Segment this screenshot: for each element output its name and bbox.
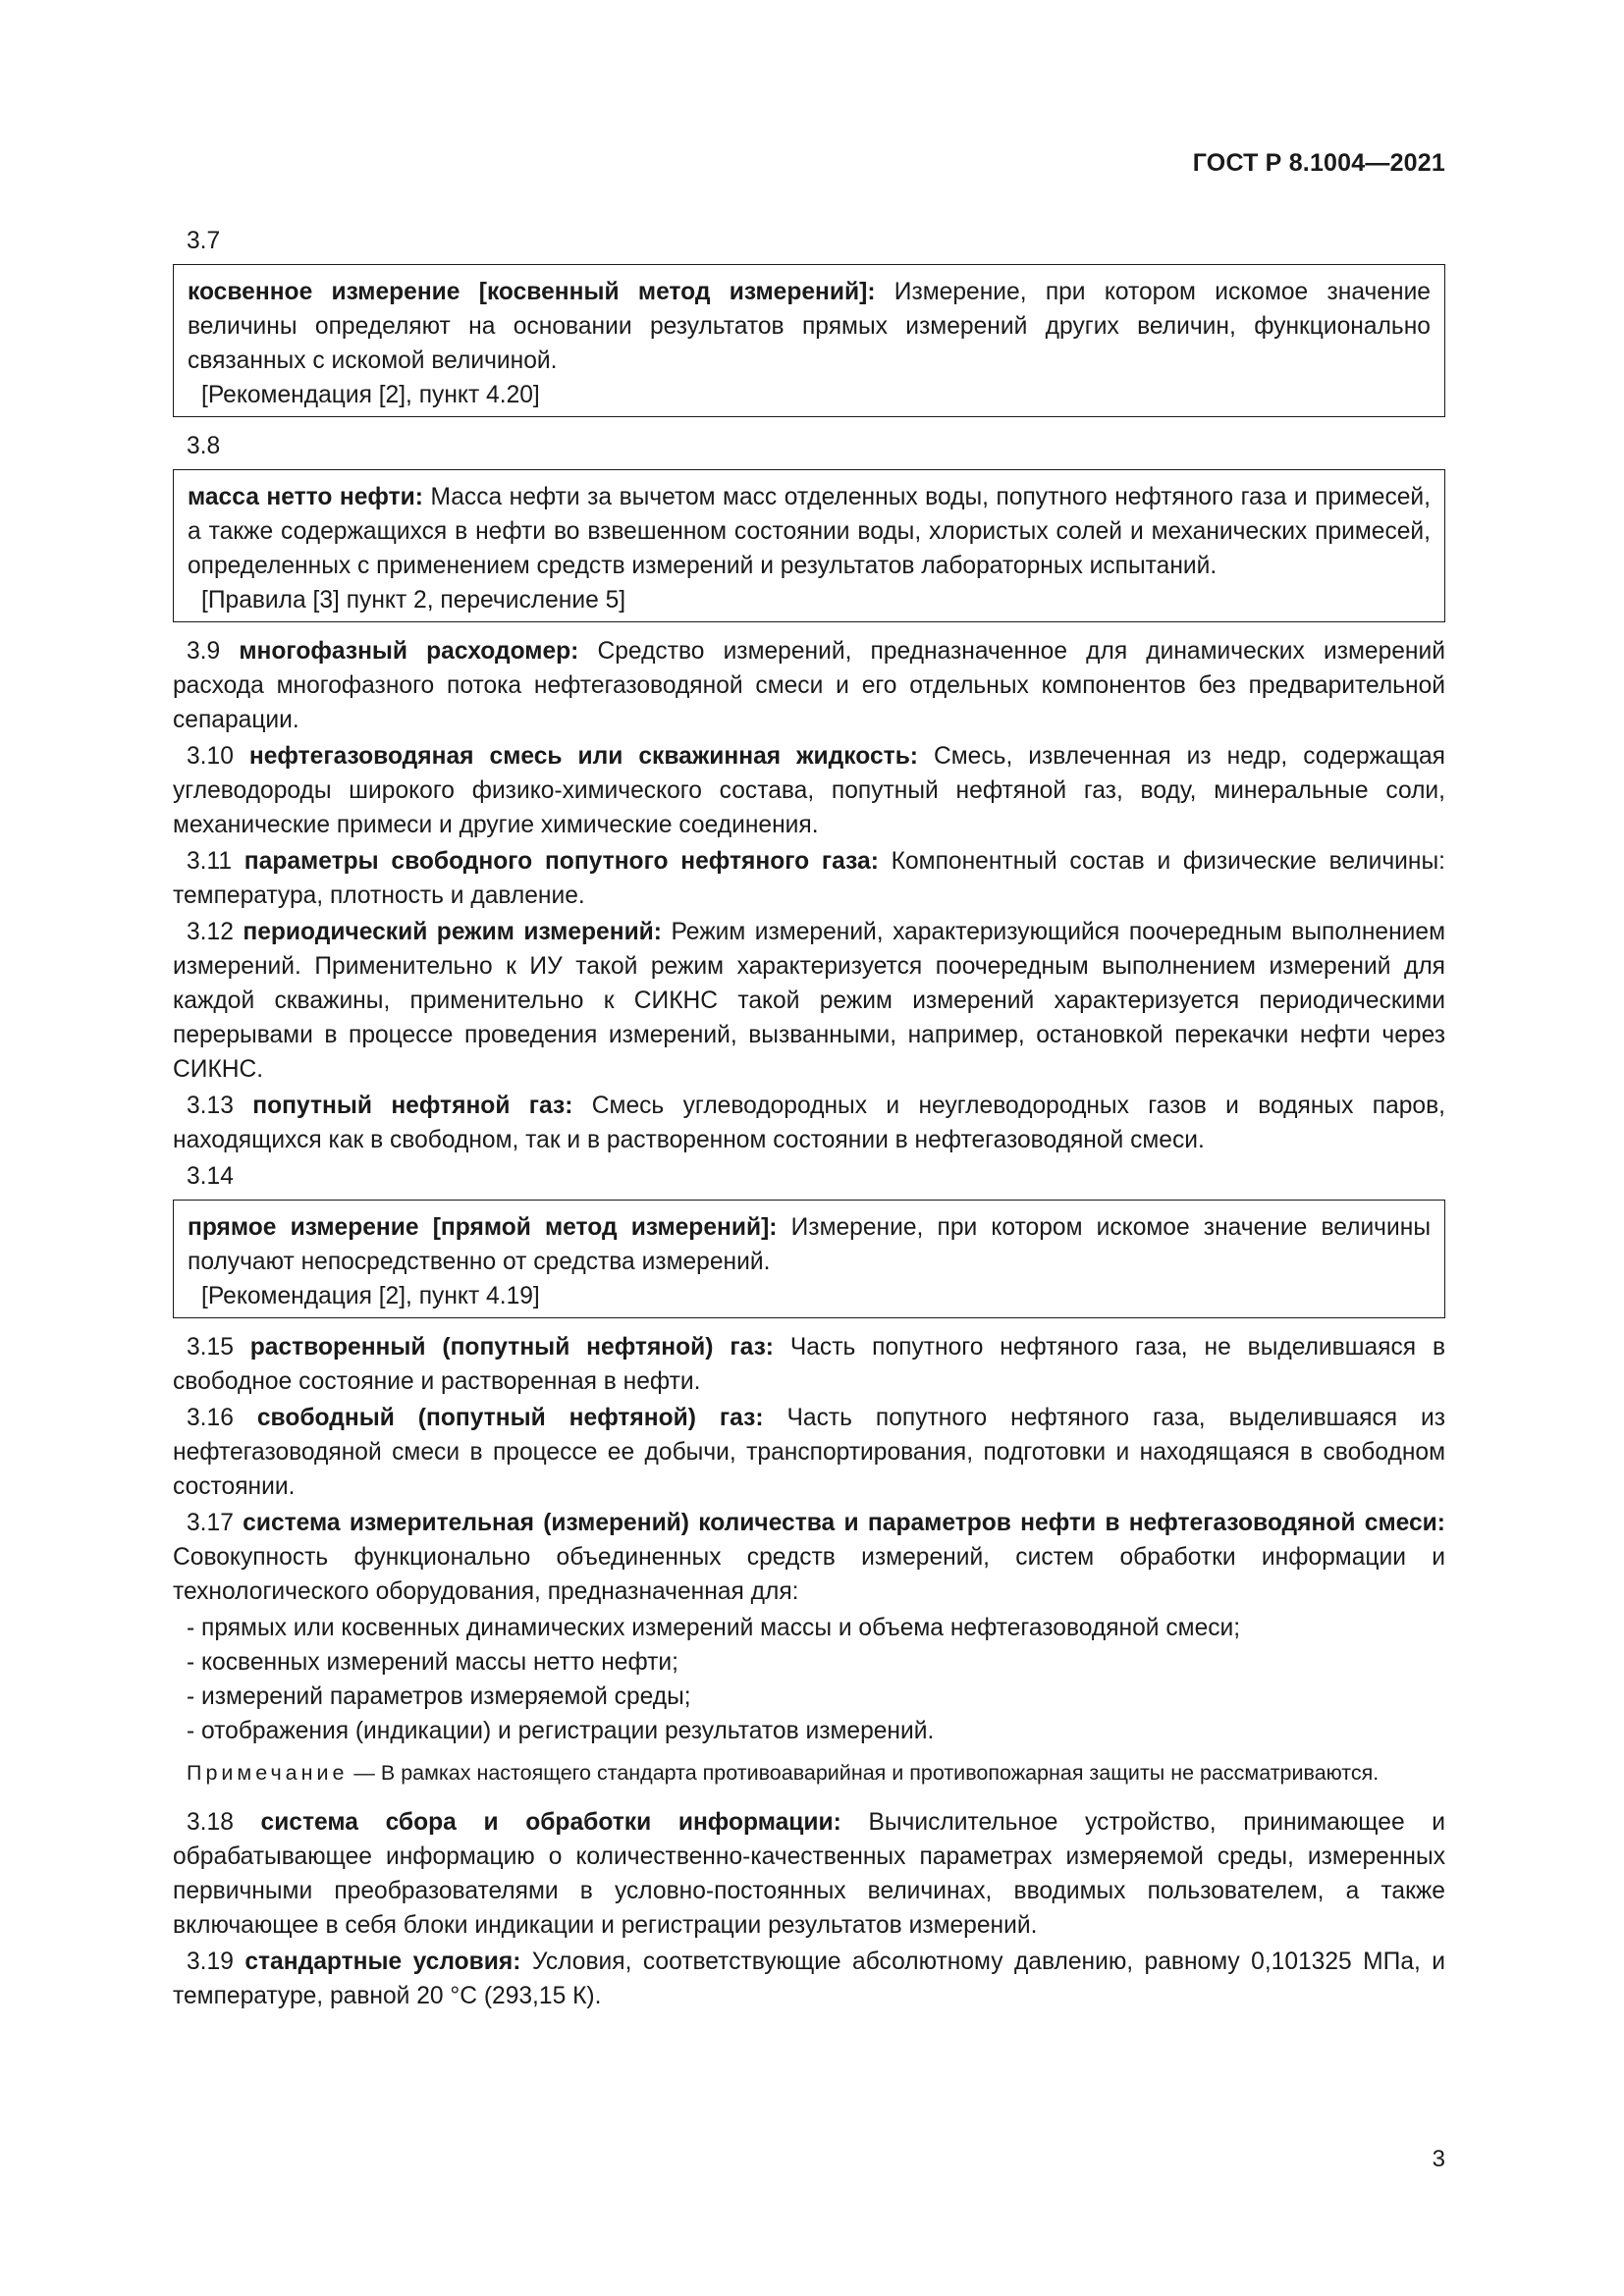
note-text: — В рамках настоящего стандарта противоаварийная и противопожарная защиты не рассматриваются. (348, 1761, 1380, 1785)
term-definition-3-7 (188, 275, 1431, 378)
term-box-3-14 (173, 1200, 1445, 1318)
term-text-3-7: Измерение, при котором искомое значение величины определяют на основании результатов прямых измерений других величин, функционально связанных с искомой величиной. (188, 279, 1431, 374)
term-title-3-7: косвенное измерение [косвенный метод измерений]: (188, 279, 876, 305)
term-text-3-16: Часть попутного нефтяного газа, выделившаяся из нефтегазоводяной смеси в процессе ее добычи, транспортирования, подготовки и находящаяся в свободном состоянии. (173, 1405, 1445, 1500)
term-definition-3-14 (188, 1210, 1431, 1279)
section-number-3-17: 3.17 (187, 1510, 234, 1536)
term-text-3-12: Режим измерений, характеризующийся поочередным выполнением измерений. Применительно к ИУ такой режим характеризуется поочередным выполнением измерений для каждой скважины, применительно к СИКНС такой режим измерений характеризуется периодическими перерывами в процессе проведения измерений, вызванными, например, остановкой перекачки нефти через СИКНС. (173, 919, 1445, 1083)
term-text-3-14: Измерение, при котором искомое значение величины получают непосредственно от средства измерений. (188, 1214, 1431, 1275)
term-title-3-13: попутный нефтяной газ: (252, 1093, 573, 1119)
term-3-17 (173, 1506, 1445, 1609)
note-label: Примечание (187, 1761, 349, 1785)
section-number-3-9: 3.9 (187, 638, 221, 665)
list-item: - косвенных измерений массы нетто нефти; (187, 1649, 679, 1676)
list-item: - прямых или косвенных динамических измерений массы и объема нефтегазоводяной смеси; (187, 1615, 1241, 1641)
term-text-3-10: Смесь, извлеченная из недр, содержащая углеводороды широкого физико-химического состава, попутный нефтяной газ, воду, минеральные соли, механические примеси и другие химические соединения. (173, 743, 1445, 838)
term-box-3-7 (173, 264, 1445, 417)
term-text-3-17: Совокупность функционально объединенных средств измерений, систем обработки информации и технологического оборудования, предназначенная для: (173, 1544, 1445, 1605)
note-3-17 (173, 1758, 1445, 1788)
term-text-3-18: Вычислительное устройство, принимающее и обрабатывающее информацию о количественно-качественных параметрах измеряемой среды, измеренных первичными преобразователями в условно-постоянных величинах, вводимых пользователем, а также включающее в себя блоки индикации и регистрации результатов измерений. (173, 1809, 1445, 1939)
document-id: ГОСТ Р 8.1004—2021 (1192, 149, 1445, 177)
term-title-3-10: нефтегазоводяная смесь или скважинная жидкость: (248, 743, 918, 770)
term-3-10 (173, 739, 1445, 842)
section-number-3-16: 3.16 (187, 1405, 234, 1431)
section-number-3-13: 3.13 (187, 1093, 234, 1119)
term-title-3-18: система сбора и обработки информации: (260, 1809, 841, 1836)
term-title-3-17: система измерительная (измерений) количества и параметров нефти в нефтегазоводяной смеси: (243, 1510, 1445, 1536)
section-number-3-7: 3.7 (187, 228, 221, 254)
term-3-9 (173, 634, 1445, 737)
term-3-15 (173, 1330, 1445, 1399)
term-text-3-9: Средство измерений, предназначенное для динамических измерений расхода многофазного потока нефтегазоводяной смеси и его отдельных компонентов без предварительной сепарации. (173, 638, 1445, 733)
term-title-3-9: многофазный расходомер: (239, 638, 579, 665)
term-box-3-8 (173, 469, 1445, 622)
term-reference-3-14: [Рекомендация [2], пункт 4.19] (201, 1283, 540, 1309)
term-text-3-11: Компонентный состав и физические величины: температура, плотность и давление. (173, 848, 1445, 909)
term-reference-3-8: [Правила [3] пункт 2, перечисление 5] (201, 587, 626, 614)
section-number-3-8: 3.8 (187, 433, 221, 459)
page-number: 3 (1432, 2146, 1445, 2172)
term-3-12 (173, 915, 1445, 1087)
section-number-3-15: 3.15 (187, 1334, 234, 1361)
section-number-3-12: 3.12 (187, 919, 234, 945)
term-3-19 (173, 1945, 1445, 2013)
term-3-16 (173, 1401, 1445, 1504)
section-number-3-11: 3.11 (187, 848, 233, 875)
term-title-3-16: свободный (попутный нефтяной) газ: (256, 1405, 764, 1431)
term-title-3-19: стандартные условия: (244, 1949, 521, 1975)
term-3-18 (173, 1805, 1445, 1943)
term-definition-3-8 (188, 480, 1431, 583)
section-number-3-18: 3.18 (187, 1809, 234, 1836)
term-3-11 (173, 844, 1445, 913)
term-3-13 (173, 1089, 1445, 1157)
term-title-3-8: масса нетто нефти: (188, 484, 423, 510)
term-text-3-13: Смесь углеводородных и неуглеводородных газов и водяных паров, находящихся как в свободном, так и в растворенном состоянии в нефтегазоводяной смеси. (173, 1093, 1446, 1153)
document-body (173, 224, 1445, 2015)
section-number-3-19: 3.19 (187, 1949, 234, 1975)
section-number-3-14: 3.14 (187, 1163, 234, 1190)
term-text-3-8: Масса нефти за вычетом масс отделенных воды, попутного нефтяного газа и примесей, а также содержащихся в нефти во взвешенном состоянии воды, хлористых солей и механических примесей, определенных с применением средств измерений и результатов лабораторных испытаний. (188, 484, 1431, 579)
list-item: - измерений параметров измеряемой среды; (187, 1683, 691, 1710)
section-number-3-10: 3.10 (187, 743, 234, 770)
term-text-3-19: Условия, соответствующие абсолютному давлению, равному 0,101325 МПа, и температуре, равной 20 °С (293,15 К). (173, 1949, 1446, 2009)
list-item: - отображения (индикации) и регистрации результатов измерений. (187, 1718, 935, 1744)
term-title-3-15: растворенный (попутный нефтяной) газ: (249, 1334, 774, 1361)
term-text-3-15: Часть попутного нефтяного газа, не выделившаяся в свободное состояние и растворенная в нефти. (173, 1334, 1446, 1395)
term-reference-3-7: [Рекомендация [2], пункт 4.20] (201, 382, 540, 408)
term-title-3-11: параметры свободного попутного нефтяного газа: (244, 848, 879, 875)
term-title-3-14: прямое измерение [прямой метод измерений]: (188, 1214, 778, 1241)
term-title-3-12: периодический режим измерений: (243, 919, 662, 945)
list-3-17 (173, 1611, 1445, 1748)
